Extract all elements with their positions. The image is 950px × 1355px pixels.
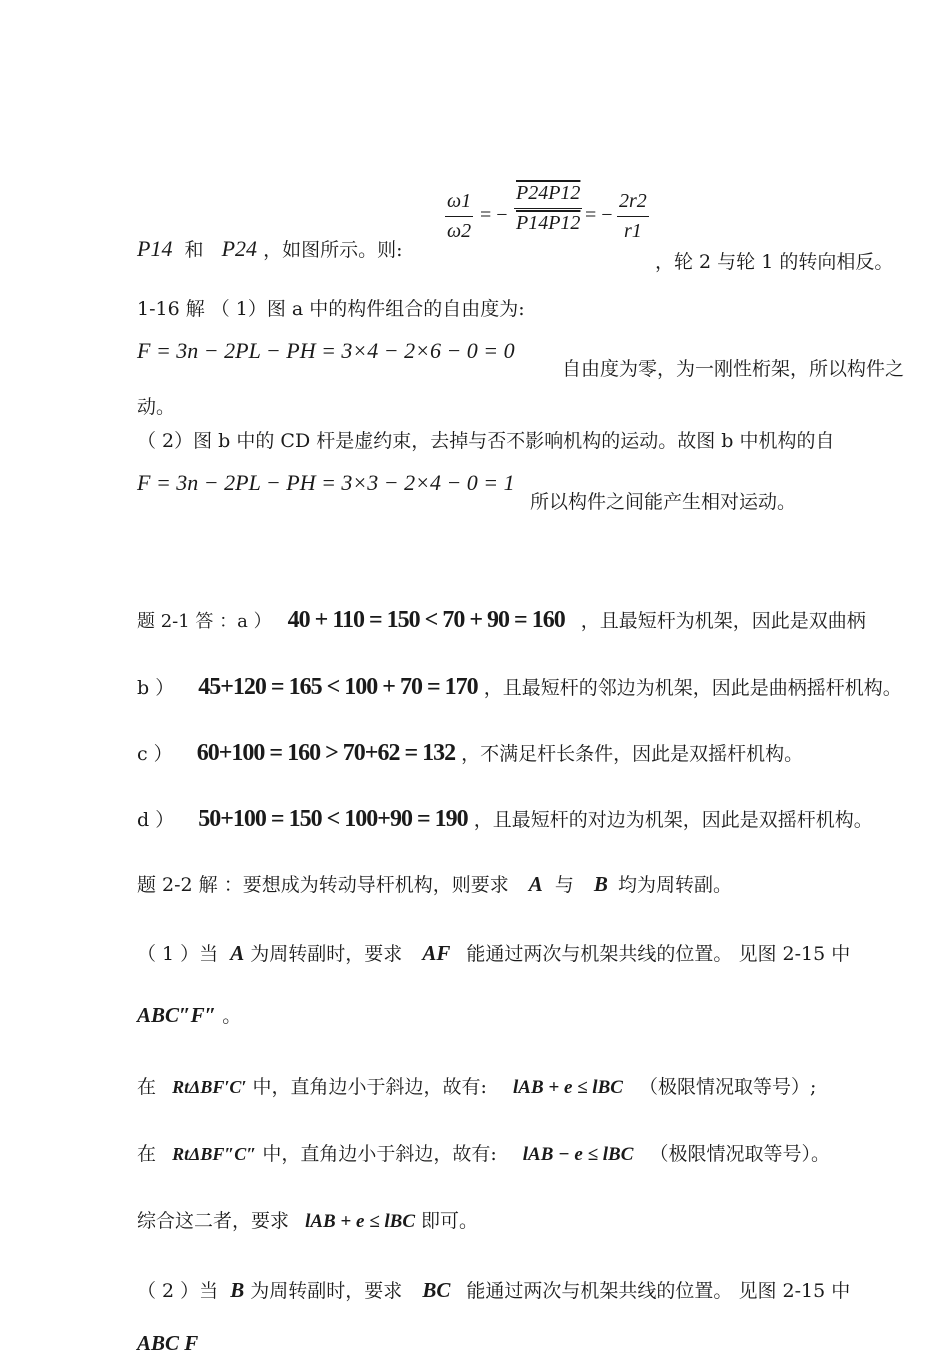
p2-formula: F = 3n − 2PL − PH = 3×4 − 2×6 − 0 = 0 xyxy=(137,338,515,363)
q22-s1 xyxy=(137,943,850,964)
q22-r2 xyxy=(137,1145,830,1164)
q21-d-formula: 50+100 = 150 < 100+90 = 190 xyxy=(198,806,468,832)
p2-heading: 1-16 解 （ 1）图 a 中的构件组合的自由度为: xyxy=(137,298,525,320)
p3-formula: F = 3n − 2PL − PH = 3×3 − 2×4 − 0 = 1 xyxy=(137,470,515,495)
r1-triangle: RtΔBF′C′ xyxy=(172,1077,247,1097)
p1-text-after: ，轮 2 与轮 1 的转向相反。 xyxy=(655,251,894,273)
r2-triangle: RtΔBF″C″ xyxy=(172,1144,257,1164)
r1-end: （极限情况取等号）; xyxy=(638,1076,817,1098)
q21-b xyxy=(137,675,902,699)
p14-symbol: P14 xyxy=(137,236,173,261)
q22-s1-text2: 能通过两次与机架共线的位置。 见图 2-15 中 xyxy=(466,943,851,965)
q22-s2 xyxy=(137,1280,850,1301)
r1-formula: lAB + e ≤ lBC xyxy=(513,1077,623,1098)
fraction-r: 2r2 r1 xyxy=(619,190,647,242)
p3-line: （ 2）图 b 中的 CD 杆是虚约束，去掉与否不影响机构的运动。故图 b 中机构的自 xyxy=(137,430,835,452)
r1-zai: 在 xyxy=(137,1076,157,1098)
r2-mid: 中，直角边小于斜边，故有: xyxy=(262,1143,497,1165)
sum-formula: lAB + e ≤ lBC xyxy=(305,1211,415,1232)
p2-right-text: 自由度为零，为一刚性桁架，所以构件之 xyxy=(562,358,905,380)
q22-s1-wrap-end: 。 xyxy=(222,1005,242,1027)
q21-c xyxy=(137,741,803,765)
ABCF-symbol: ABC″F″ xyxy=(137,1003,217,1027)
q22-s2-wrap xyxy=(137,1333,198,1354)
q22-sum xyxy=(137,1212,478,1231)
q21-d-text: ，且最短杆的对边为机架，因此是双摇杆机构。 xyxy=(473,809,873,831)
symbol-B: B xyxy=(593,872,608,896)
q21-b-text: ，且最短杆的邻边为机架，因此是曲柄摇杆机构。 xyxy=(483,677,902,699)
symbol-A-2: A xyxy=(230,941,245,965)
he-text: 和 xyxy=(184,239,204,261)
q22-s1-text1: 为周转副时，要求 xyxy=(250,943,403,965)
fraction-omega: ω1 ω2 xyxy=(447,190,472,242)
q21-a-formula: 40 + 110 = 150 < 70 + 90 = 160 xyxy=(287,607,565,633)
eq-minus-2: = − xyxy=(585,204,613,226)
q21-d xyxy=(137,807,873,831)
sum-end: 即可。 xyxy=(421,1210,479,1232)
eq-minus-1: = − xyxy=(480,204,508,226)
symbol-A: A xyxy=(528,872,543,896)
p1-line xyxy=(137,238,402,260)
p2-wrap: 动。 xyxy=(137,396,176,418)
q22-s2-text1: 为周转副时，要求 xyxy=(250,1280,403,1302)
q21-a xyxy=(137,608,866,632)
q22-s1-wrap xyxy=(137,1005,241,1026)
symbol-AF: AF xyxy=(422,941,451,965)
fraction-p: $\frac{P24P12}{P14P12}$ xyxy=(516,182,581,234)
q21-a-label: 题 2-1 答 ：a ） xyxy=(137,611,272,632)
ABC-F-symbol: ABC F xyxy=(137,1331,199,1355)
r1-mid: 中，直角边小于斜边，故有: xyxy=(252,1076,487,1098)
symbol-B-2: B xyxy=(230,1278,245,1302)
yu-text: 与 xyxy=(554,874,574,896)
q21-d-label: d ） xyxy=(137,809,175,831)
q21-b-label: b ） xyxy=(137,677,175,699)
q22-intro-label: 题 2-2 解 ：要想成为转动导杆机构，则要求 xyxy=(137,874,509,896)
p3-right-text: 所以构件之间能产生相对运动。 xyxy=(530,491,797,513)
symbol-BC: BC xyxy=(422,1278,451,1302)
q21-c-formula: 60+100 = 160 > 70+62 = 132 xyxy=(196,740,456,766)
q21-a-text: ，且最短杆为机架，因此是双曲柄 xyxy=(580,610,866,632)
r2-formula: lAB − e ≤ lBC xyxy=(522,1144,634,1165)
q22-intro-end: 均为周转副。 xyxy=(617,874,732,896)
q22-s2-text2: 能通过两次与机架共线的位置。 见图 2-15 中 xyxy=(466,1280,851,1302)
q21-b-formula: 45+120 = 165 < 100 + 70 = 170 xyxy=(198,674,478,700)
r2-zai: 在 xyxy=(137,1143,157,1165)
q21-c-label: c ） xyxy=(137,743,173,765)
q22-s2-label: （ 2 ）当 xyxy=(137,1280,219,1302)
p1-text-before: ，如图所示。则: xyxy=(263,239,403,261)
q21-c-text: ，不满足杆长条件，因此是双摇杆机构。 xyxy=(461,743,804,765)
r2-end: （极限情况取等号）。 xyxy=(649,1143,830,1165)
q22-r1 xyxy=(137,1078,816,1097)
p24-symbol: P24 xyxy=(221,236,258,261)
q22-s1-label: （ 1 ）当 xyxy=(137,943,219,965)
sum-text: 综合这二者，要求 xyxy=(137,1210,290,1232)
q22-intro xyxy=(137,874,732,895)
